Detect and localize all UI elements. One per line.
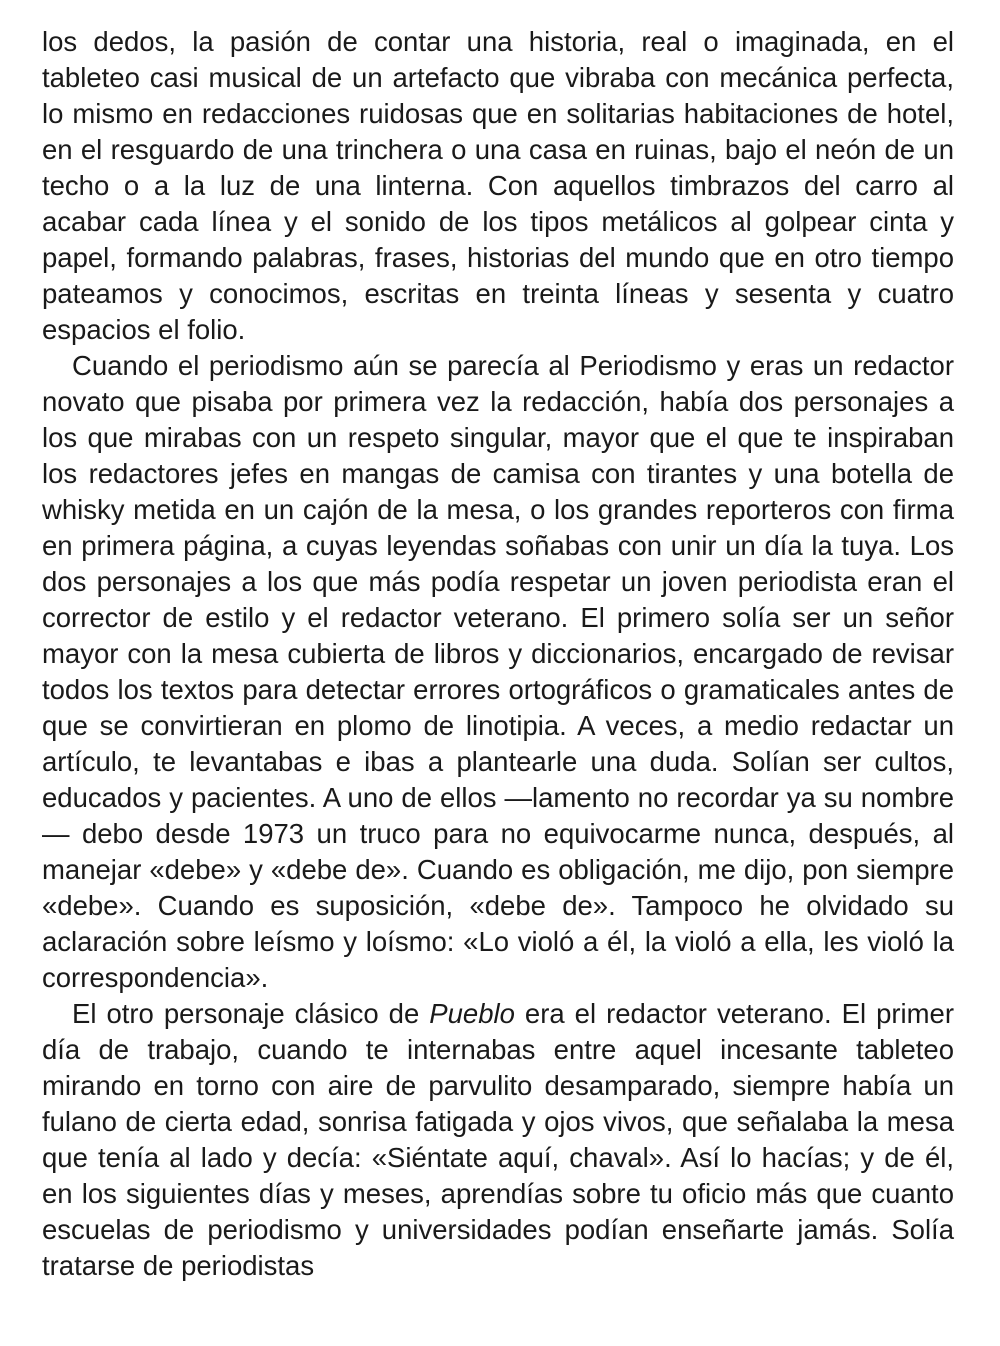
paragraph-1: los dedos, la pasión de contar una historia, real o imaginada, en el tableteo casi musical de un artefacto que vibraba con mecánica perfecta, lo mismo en redacciones ruidosas que en solitarias habitaciones de hotel, en el resguardo de una trinchera o una casa en ruinas, bajo el neón de un techo o a la luz de una linterna. Con aquellos timbrazos del carro al acabar cada línea y el sonido de los tipos metálicos al golpear cinta y papel, formando palabras, frases, historias del mundo que en otro tiempo pateamos y conocimos, escritas en treinta líneas y sesenta y cuatro espacios el folio.	[42, 26, 954, 345]
newspaper-title-italic: Pueblo	[429, 998, 515, 1029]
document-page	[42, 24, 954, 1284]
paragraph-3	[42, 996, 954, 1284]
paragraph-3-lead-text: El otro personaje clásico de	[72, 998, 430, 1029]
paragraph-3-body-text: era el redactor veterano. El primer día de trabajo, cuando te internabas entre aquel incesante tableteo mirando en torno con aire de parvulito desamparado, siempre había un fulano de cierta edad, sonrisa fatigada y ojos vivos, que señalaba la mesa que tenía al lado y decía: «Siéntate aquí, chaval». Así lo hacías; y de él, en los siguientes días y meses, aprendías sobre tu oficio más que cuanto escuelas de periodismo y universidades podían enseñarte jamás. Solía tratarse de periodistas	[42, 998, 954, 1281]
paragraph-2: Cuando el periodismo aún se parecía al Periodismo y eras un redactor novato que pisaba por primera vez la redacción, había dos personajes a los que mirabas con un respeto singular, mayor que el que te inspiraban los redactores jefes en mangas de camisa con tirantes y una botella de whisky metida en un cajón de la mesa, o los grandes reporteros con firma en primera página, a cuyas leyendas soñabas con unir un día la tuya. Los dos personajes a los que más podía respetar un joven periodista eran el corrector de estilo y el redactor veterano. El primero solía ser un señor mayor con la mesa cubierta de libros y diccionarios, encargado de revisar todos los textos para detectar errores ortográficos o gramaticales antes de que se convirtieran en plomo de linotipia. A veces, a medio redactar un artículo, te levantabas e ibas a plantearle una duda. Solían ser cultos, educados y pacientes. A uno de ellos —lamento no recordar ya su nombre— debo desde 1973 un truco para no equivocarme nunca, después, al manejar «debe» y «debe de». Cuando es obligación, me dijo, pon siempre «debe». Cuando es suposición, «debe de». Tampoco he olvidado su aclaración sobre leísmo y loísmo: «Lo violó a él, la violó a ella, les violó la correspondencia».	[42, 350, 954, 993]
